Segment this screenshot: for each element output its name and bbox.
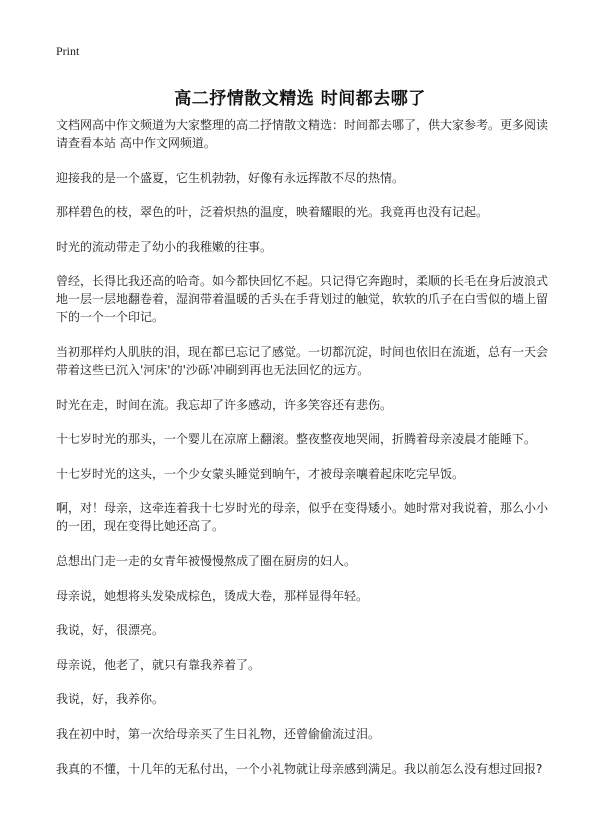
paragraph: 十七岁时光的那头，一个婴儿在凉席上翻滚。整夜整夜地哭闹，折腾着母亲凌晨才能睡下。: [56, 432, 537, 447]
paragraph: 我说，好，很漂亮。: [56, 623, 165, 638]
print-label: Print: [56, 44, 80, 58]
paragraph: 时光的流动带走了幼小的我稚嫩的往事。: [56, 239, 273, 254]
paragraph: 曾经，长得比我还高的哈奇。如今都快回忆不起。只记得它奔跑时，柔顺的长毛在身后波浪式地一层一层地翻卷着，湿润带着温暖的舌头在手背划过的触觉，软软的爪子在白雪似的墙上留下的一个一个印记。: [56, 274, 549, 325]
paragraph: 母亲说，她想将头发染成棕色，烫成大卷，那样显得年轻。: [56, 588, 369, 603]
paragraph: 我真的不懂，十几年的无私付出，一个小礼物就让母亲感到满足。我以前怎么没有想过回报?: [56, 761, 543, 776]
paragraph: 十七岁时光的这头，一个少女蒙头睡觉到晌午，才被母亲嚷着起床吃完早饭。: [56, 466, 465, 481]
paragraph: 时光在走，时间在流。我忘却了许多感动，许多笑容还有悲伤。: [56, 397, 393, 412]
article-body: [56, 116, 548, 794]
article-title: 高二抒情散文精选 时间都去哪了: [174, 89, 426, 109]
paragraph: 迎接我的是一个盛夏，它生机勃勃，好像有永远挥散不尽的热情。: [56, 170, 405, 185]
paragraph: 文档网高中作文频道为大家整理的高二抒情散文精选：时间都去哪了，供大家参考。更多阅读请查看本站 高中作文网频道。: [56, 118, 549, 150]
paragraph: 啊，对！母亲，这牵连着我十七岁时光的母亲，似乎在变得矮小。她时常对我说着，那么小小的一团，现在变得比她还高了。: [56, 501, 549, 534]
paragraph: 总想出门走一走的女青年被慢慢熬成了圈在厨房的妇人。: [56, 553, 357, 568]
paragraph: 母亲说，他老了，就只有靠我养着了。: [56, 657, 261, 672]
paragraph: 我在初中时，第一次给母亲买了生日礼物，还曾偷偷流过泪。: [56, 726, 381, 741]
paragraph: 那样碧色的枝，翠色的叶，泛着炽热的温度，映着耀眼的光。我竟再也没有记起。: [56, 205, 489, 220]
paragraph: 当初那样灼人肌肤的泪，现在都已忘记了感觉。一切都沉淀，时间也依旧在流逝，总有一天会带着这些已沉入'河床'的'沙砾'冲刷到再也无法回忆的远方。: [56, 344, 549, 377]
paragraph: 我说，好，我养你。: [56, 692, 165, 707]
